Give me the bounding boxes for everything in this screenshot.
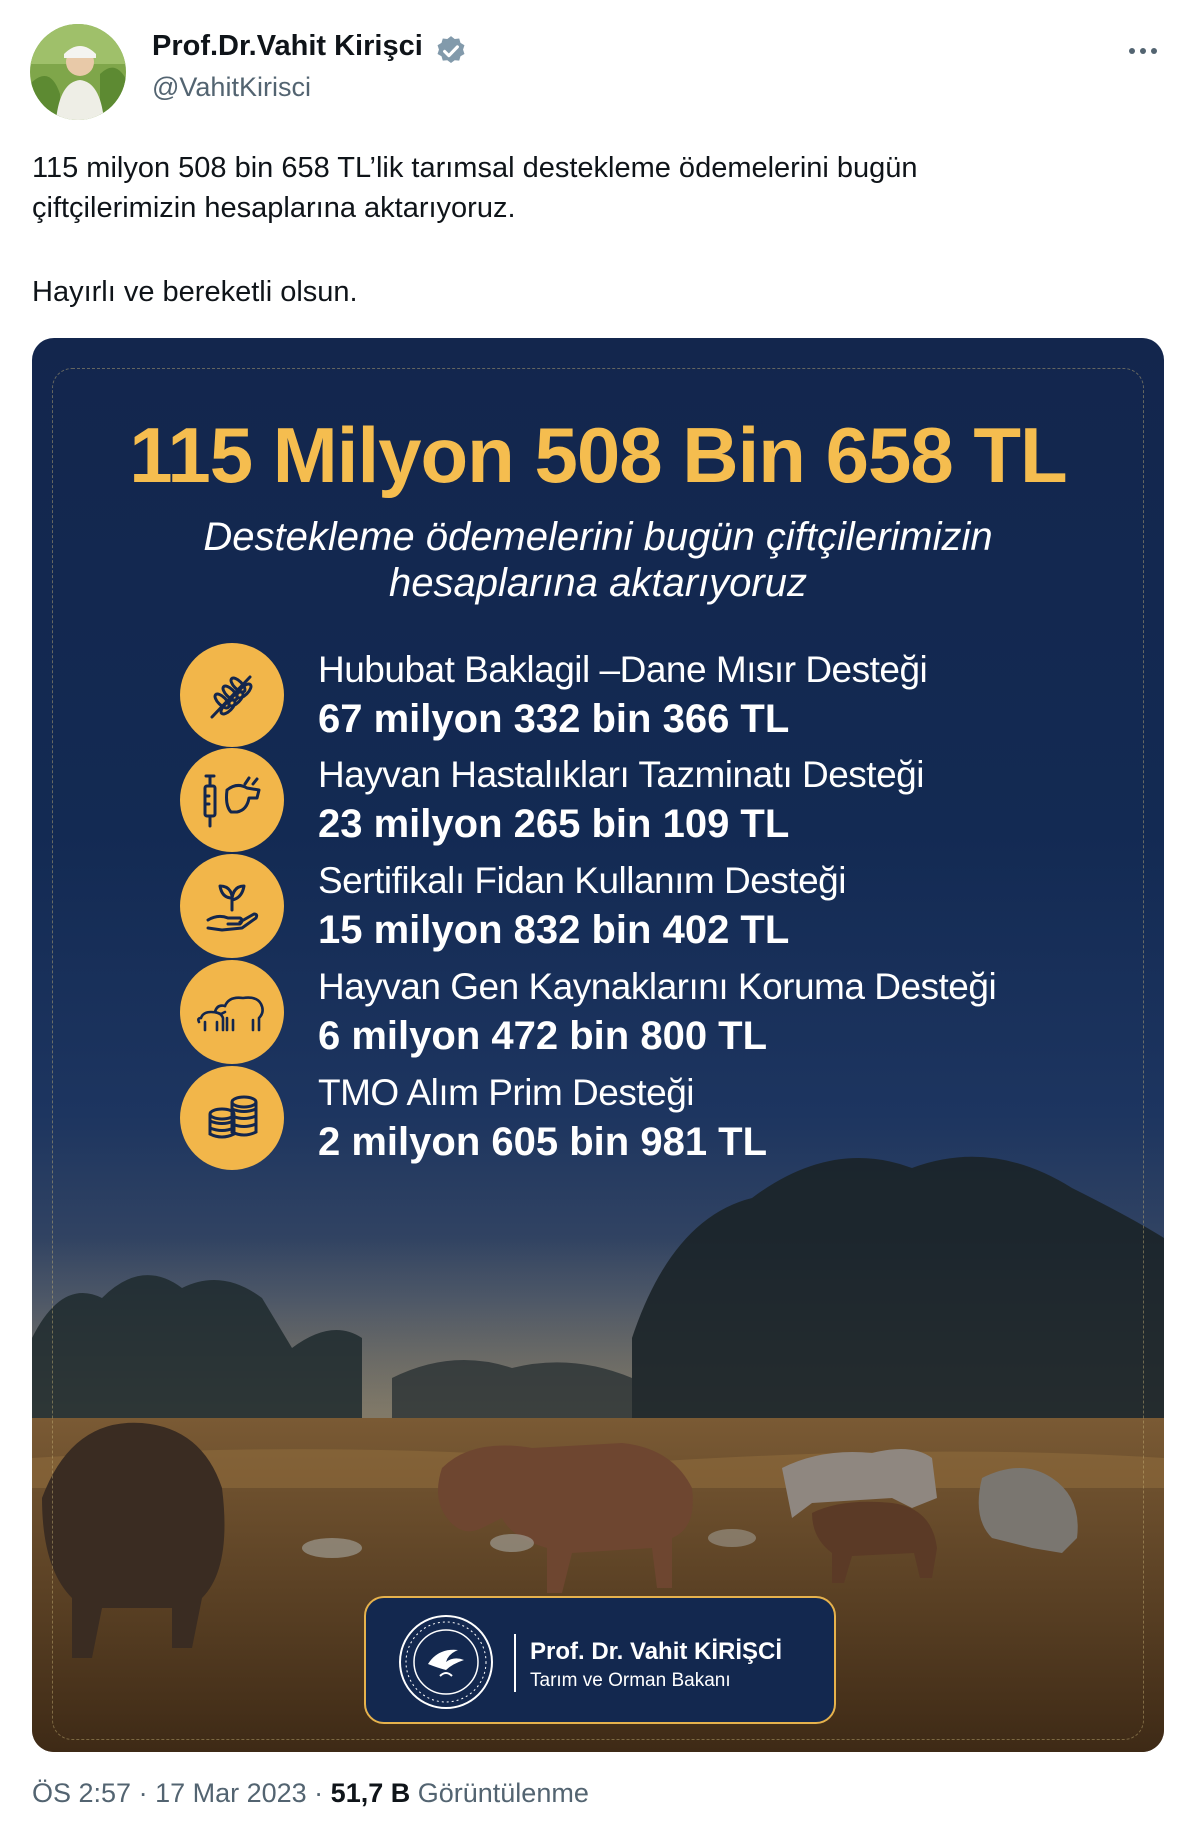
support-item-label: Sertifikalı Fidan Kullanım Desteği <box>318 860 846 901</box>
verified-badge-icon[interactable] <box>434 34 468 68</box>
more-dot-icon <box>1129 48 1135 54</box>
support-item <box>180 960 1040 1070</box>
tweet-header <box>0 0 1200 130</box>
avatar-image <box>30 24 126 120</box>
tweet-time[interactable]: ÖS 2:57 <box>32 1778 132 1808</box>
support-item-amount: 67 milyon 332 bin 366 TL <box>318 697 790 741</box>
tweet-text-line: çiftçilerimizin hesaplarına aktarıyoruz. <box>32 192 516 224</box>
signature-role: Tarım ve Orman Bakanı <box>530 1670 731 1691</box>
support-item <box>180 1066 1040 1176</box>
support-item-amount: 23 milyon 265 bin 109 TL <box>318 802 790 846</box>
signature-name: Prof. Dr. Vahit KİRİŞCİ <box>530 1638 783 1665</box>
ministry-seal-icon <box>396 1612 496 1712</box>
subtitle-line: hesaplarına aktarıyoruz <box>388 561 807 605</box>
support-item-amount: 6 milyon 472 bin 800 TL <box>318 1014 768 1058</box>
author-avatar[interactable] <box>30 24 126 120</box>
meta-separator: · <box>131 1778 156 1808</box>
coins-icon <box>180 1066 284 1170</box>
tweet-media-image[interactable] <box>32 338 1164 1752</box>
sapling-hand-icon <box>180 854 284 958</box>
tweet-text <box>32 148 1152 312</box>
views-count: 51,7 B <box>330 1778 411 1808</box>
wheat-icon <box>180 643 284 747</box>
tweet-text-line: Hayırlı ve bereketli olsun. <box>32 276 358 308</box>
more-dot-icon <box>1140 48 1146 54</box>
infographic-title: 115 Milyon 508 Bin 658 TL <box>129 411 1067 499</box>
infographic-subtitle <box>112 514 1084 606</box>
support-item <box>180 854 1040 964</box>
subtitle-line: Destekleme ödemelerini bugün çiftçilerimizin <box>203 515 993 559</box>
signature-divider <box>514 1634 516 1692</box>
minister-signature-box <box>364 1596 836 1724</box>
tweet-date[interactable]: 17 Mar 2023 <box>155 1778 307 1808</box>
support-item <box>180 748 1040 858</box>
support-item-label: Hububat Baklagil –Dane Mısır Desteği <box>318 649 928 690</box>
tweet-text-line: 115 milyon 508 bin 658 TL’lik tarımsal destekleme ödemelerini bugün <box>32 152 918 184</box>
more-options-button[interactable] <box>1118 36 1168 66</box>
support-item <box>180 643 1040 753</box>
meta-separator: · <box>306 1778 331 1808</box>
author-handle[interactable]: @VahitKirisci <box>152 72 311 102</box>
support-item-amount: 15 milyon 832 bin 402 TL <box>318 908 790 952</box>
support-item-label: Hayvan Hastalıkları Tazminatı Desteği <box>318 754 924 795</box>
syringe-cow-icon <box>180 748 284 852</box>
support-item-label: TMO Alım Prim Desteği <box>318 1072 694 1113</box>
tweet-meta <box>32 1778 589 1809</box>
more-dot-icon <box>1151 48 1157 54</box>
support-item-amount: 2 milyon 605 bin 981 TL <box>318 1120 768 1164</box>
support-item-label: Hayvan Gen Kaynaklarını Koruma Desteği <box>318 966 997 1007</box>
views-label: Görüntülenme <box>417 1778 589 1808</box>
livestock-icon <box>180 960 284 1064</box>
author-name[interactable]: Prof.Dr.Vahit Kirişci <box>152 30 423 62</box>
